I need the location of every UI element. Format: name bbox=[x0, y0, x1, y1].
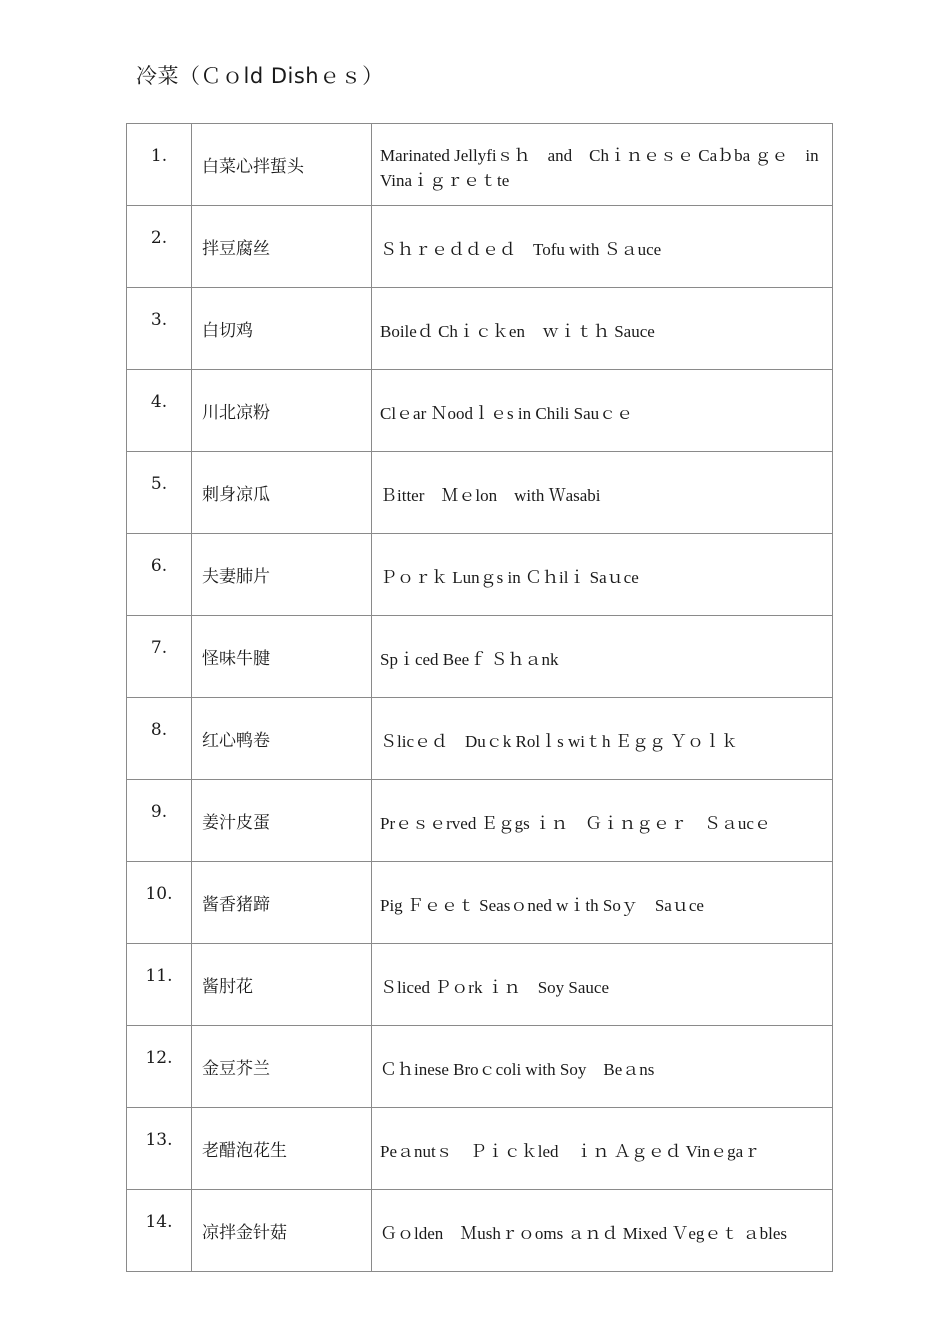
table-row bbox=[127, 288, 833, 370]
dish-number: 5. bbox=[127, 452, 192, 534]
dish-number: 6. bbox=[127, 534, 192, 616]
table-row bbox=[127, 534, 833, 616]
menu-table bbox=[126, 123, 833, 1272]
table-row bbox=[127, 944, 833, 1026]
dish-chinese-name: 凉拌金针菇 bbox=[192, 1190, 372, 1272]
dish-chinese-name: 酱肘花 bbox=[192, 944, 372, 1026]
dish-english-name: Ｂitter Ｍｅlon with Ｗasabi bbox=[372, 452, 833, 534]
dish-chinese-name: 川北凉粉 bbox=[192, 370, 372, 452]
dish-number: 10. bbox=[127, 862, 192, 944]
dish-english-name: Ｓlicｅｄ Duｃk Rolｌs wiｔh Ｅｇｇ Ｙｏｌｋ bbox=[372, 698, 833, 780]
dish-chinese-name: 夫妻肺片 bbox=[192, 534, 372, 616]
table-row bbox=[127, 1026, 833, 1108]
table-row bbox=[127, 862, 833, 944]
table-row bbox=[127, 124, 833, 206]
dish-english-name: Pig Ｆｅｅｔ Seasｏned wｉth Soｙ Saｕce bbox=[372, 862, 833, 944]
dish-number: 13. bbox=[127, 1108, 192, 1190]
table-row bbox=[127, 370, 833, 452]
dish-chinese-name: 怪味牛腱 bbox=[192, 616, 372, 698]
table-row bbox=[127, 1108, 833, 1190]
dish-english-name: Peａnutｓ Ｐｉｃｋled ｉｎ Ａｇｅｄ Vinｅgaｒ bbox=[372, 1108, 833, 1190]
dish-number: 14. bbox=[127, 1190, 192, 1272]
dish-english-name: Ｓｈｒｅｄｄｅｄ Tofu with Ｓａuce bbox=[372, 206, 833, 288]
dish-number: 7. bbox=[127, 616, 192, 698]
dish-chinese-name: 姜汁皮蛋 bbox=[192, 780, 372, 862]
dish-english-name: Ｓliced Ｐｏrk ｉｎ Soy Sauce bbox=[372, 944, 833, 1026]
dish-number: 11. bbox=[127, 944, 192, 1026]
page-title: 冷菜（Ｃｏld Dishｅｓ） bbox=[136, 64, 384, 88]
dish-chinese-name: 酱香猪蹄 bbox=[192, 862, 372, 944]
dish-chinese-name: 拌豆腐丝 bbox=[192, 206, 372, 288]
dish-english-name: Prｅｓｅrved Ｅｇgs ｉｎ Ｇｉｎｇｅｒ Ｓａucｅ bbox=[372, 780, 833, 862]
dish-chinese-name: 红心鸭卷 bbox=[192, 698, 372, 780]
table-row bbox=[127, 698, 833, 780]
table-row bbox=[127, 1190, 833, 1272]
dish-english-name: Ｃｈinese Broｃcoli with Soy Beａns bbox=[372, 1026, 833, 1108]
table-row bbox=[127, 452, 833, 534]
dish-number: 12. bbox=[127, 1026, 192, 1108]
dish-chinese-name: 白切鸡 bbox=[192, 288, 372, 370]
dish-english-name: Marinated Jellyfiｓｈ and Chｉｎｅｓｅ Caｂba ｇｅ in Vinaｉｇｒｅｔte bbox=[372, 124, 833, 206]
dish-number: 3. bbox=[127, 288, 192, 370]
dish-english-name: Ｇｏlden Ｍushｒｏoms ａｎｄ Mixed Ｖegｅｔ ａbles bbox=[372, 1190, 833, 1272]
dish-english-name: Clｅar Ｎoodｌｅs in Chili Sauｃｅ bbox=[372, 370, 833, 452]
dish-chinese-name: 金豆芥兰 bbox=[192, 1026, 372, 1108]
dish-number: 8. bbox=[127, 698, 192, 780]
dish-chinese-name: 刺身凉瓜 bbox=[192, 452, 372, 534]
table-row bbox=[127, 780, 833, 862]
dish-number: 1. bbox=[127, 124, 192, 206]
table-row bbox=[127, 616, 833, 698]
dish-number: 4. bbox=[127, 370, 192, 452]
dish-english-name: Spｉced Beeｆ Ｓｈａnk bbox=[372, 616, 833, 698]
table-row bbox=[127, 206, 833, 288]
dish-number: 9. bbox=[127, 780, 192, 862]
dish-number: 2. bbox=[127, 206, 192, 288]
dish-english-name: Ｐｏｒｋ Lunｇs in Ｃｈilｉ Saｕce bbox=[372, 534, 833, 616]
dish-chinese-name: 老醋泡花生 bbox=[192, 1108, 372, 1190]
dish-chinese-name: 白菜心拌蜇头 bbox=[192, 124, 372, 206]
dish-english-name: Boileｄ Chｉｃｋen ｗｉｔｈ Sauce bbox=[372, 288, 833, 370]
